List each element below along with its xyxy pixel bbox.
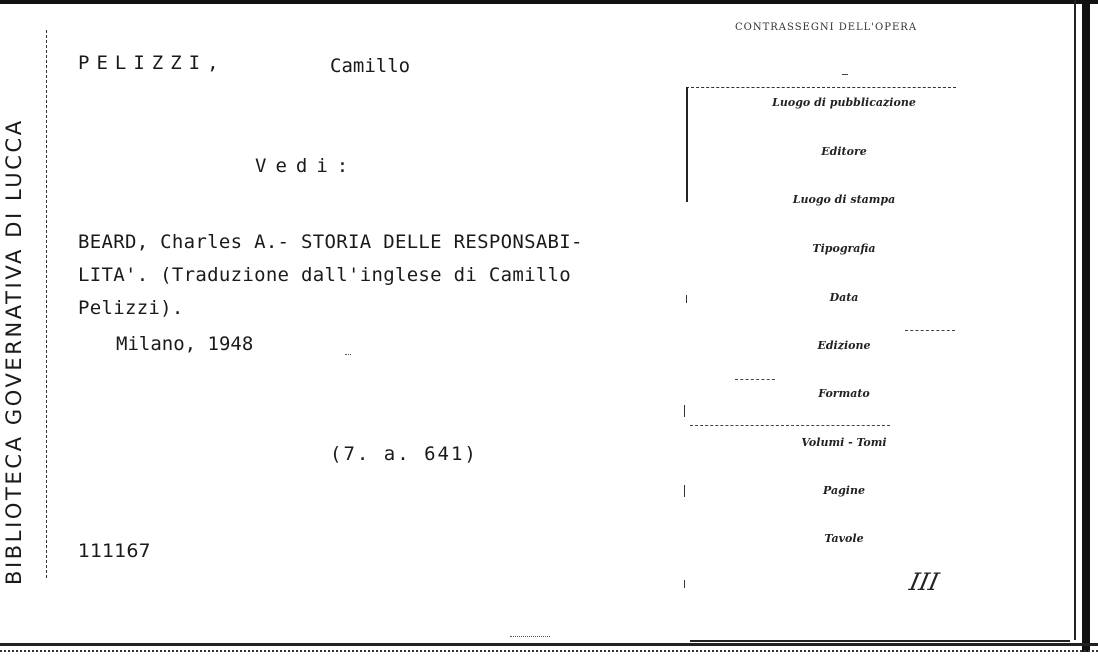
reference-line: BEARD, Charles A.- STORIA DELLE RESPONSABI-: [78, 231, 583, 253]
form-field-plates: Tavole: [824, 532, 864, 545]
form-field-date: Data: [829, 291, 859, 304]
left-margin-rule: [46, 30, 47, 578]
card-bottom-perforation: [0, 650, 1098, 652]
handwritten-mark: III: [907, 568, 942, 596]
inventory-number: 111167: [78, 540, 151, 562]
library-stamp: BIBLIOTECA GOVERNATIVA DI LUCCA: [2, 118, 26, 585]
shelfmark: (7. a. 641): [330, 443, 478, 465]
form-dash: [905, 330, 955, 331]
card-right-edge: [1082, 0, 1090, 652]
form-tick: [686, 295, 687, 303]
form-field-publisher: Editore: [821, 145, 867, 158]
form-dash: [690, 425, 890, 426]
author-name: Camillo: [330, 55, 411, 77]
form-field-place-of-printing: Luogo di stampa: [792, 193, 896, 206]
form-header: CONTRASSEGNI DELL'OPERA: [735, 22, 918, 33]
form-dash: [735, 379, 775, 380]
card-top-edge: [0, 0, 1098, 4]
scan-speck: [510, 636, 550, 637]
card-right-inner-edge: [1074, 0, 1076, 640]
reference-line: LITA'. (Traduzione dall'inglese di Camillo: [78, 264, 572, 286]
form-field-place-of-publication: Luogo di pubblicazione: [772, 96, 916, 109]
form-field-edition: Edizione: [817, 339, 871, 352]
form-dash: [842, 74, 848, 75]
author-surname: PELIZZI,: [78, 52, 226, 74]
form-field-volumes: Volumi - Tomi: [801, 436, 887, 449]
form-tick: [684, 485, 685, 497]
form-field-pages: Pagine: [823, 484, 865, 497]
card-bottom-edge: [0, 643, 1098, 646]
scan-speck: [345, 354, 351, 355]
form-left-rule: [686, 87, 688, 202]
form-field-printer: Tipografia: [812, 242, 876, 255]
see-reference-label: Vedi:: [255, 155, 358, 177]
form-top-rule: [686, 87, 956, 88]
reference-line: Pelizzi).: [78, 297, 184, 319]
place-and-date: Milano, 1948: [116, 333, 254, 355]
form-tick: [684, 405, 685, 417]
form-bottom-rule: [690, 640, 1070, 642]
form-field-format: Formato: [818, 387, 870, 400]
form-tick: [684, 580, 685, 588]
